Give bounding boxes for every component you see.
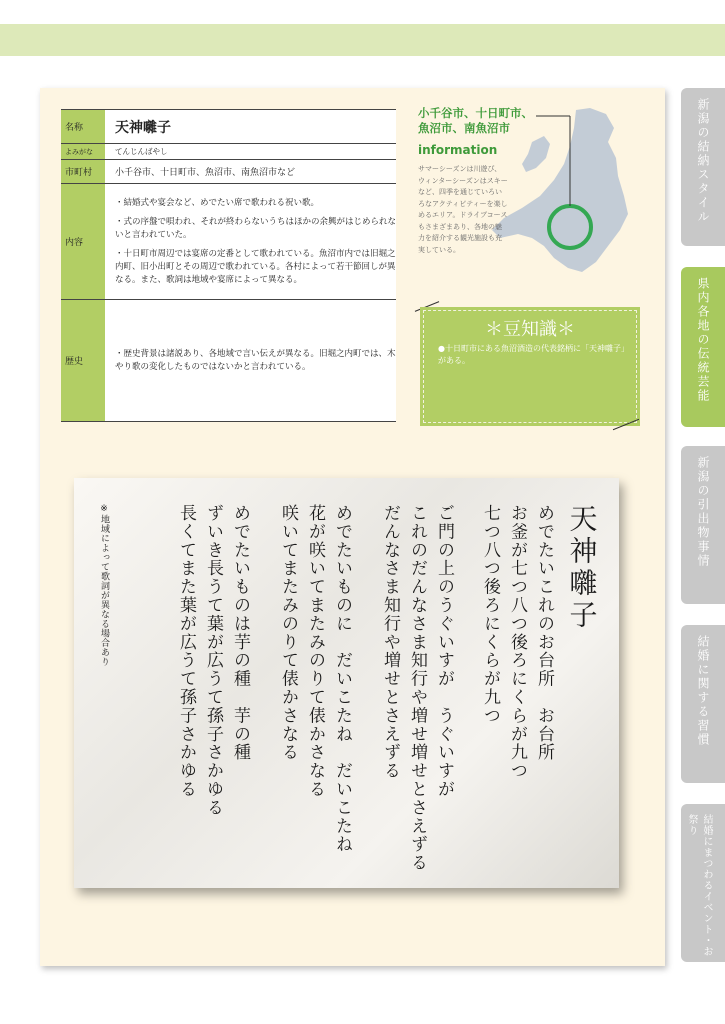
lyrics-paper [74,478,619,888]
lyrics-title: 天神囃子 [565,504,599,632]
lyrics-line: お釜が七つ八つ後ろにくらが九つ [507,504,527,780]
tab-label: 県内各地の伝統芸能 [696,277,710,403]
information-text: サマーシーズンは川遊び、ウィンターシーズンはスキーなど、四季を通じていろいろなアクティビティーを楽しめるエリア。ドライブコースもさまざまあり、各地の魅力を紹介する観光施設も充実している。 [418,165,508,254]
history-bullet: ・歴史背景は諸説あり、各地域で言い伝えが異なる。旧堀之内町では、木やり歌の変化したものではないかと言われている。 [115,348,396,372]
lyrics-note: ※地域によって歌詞が異なる場合あり [99,504,109,667]
tab-label: 新潟の引出物事情 [696,456,710,568]
row-value-history [105,300,396,422]
lyrics-line: 七つ八つ後ろにくらが九つ [480,504,500,725]
content-bullet: ・結婚式や宴会など、めでたい席で歌われる祝い歌。 [115,197,320,208]
lyrics-line: めでたいものは芋の種 芋の種 [230,504,250,762]
information-panel [418,106,648,276]
row-label-reading: よみがな [61,144,105,160]
lyrics-line: 長くてまた葉が広うて孫子さかゆる [176,504,196,799]
tab-wedding-gifts[interactable] [681,446,725,604]
tab-engagement[interactable] [681,88,725,246]
tab-traditional-arts[interactable] [681,267,725,427]
row-label-history: 歴史 [61,300,105,422]
tab-customs[interactable] [681,625,725,783]
lyrics-line: めでたいものに だいこたね だいこたね [332,504,352,854]
tab-events[interactable] [681,804,725,962]
tab-label: 結婚に関する習慣 [696,635,710,747]
information-heading: information [418,143,498,157]
row-value-municipality: 小千谷市、十日町市、魚沼市、南魚沼市など [105,160,396,184]
trivia-title: ＊豆知識＊ [485,319,575,340]
cities-line: 小千谷市、十日町市、 [418,106,533,120]
cities-line: 魚沼市、南魚沼市 [418,121,510,135]
tab-label: 新潟の結納スタイル [696,98,710,224]
trivia-box [420,307,640,426]
trivia-text: ●十日町市にある魚沼酒造の代表銘柄に「天神囃子」がある。 [438,344,629,365]
lyrics-line: 花が咲いてまたみのりて俵かさなる [305,504,325,799]
lyrics-line: ずいき長うて葉が広うて孫子さかゆる [203,504,223,817]
row-value-content [105,184,396,300]
tab-label: 結婚にまつわるイベント・お祭り [686,814,712,957]
row-value-name: 天神囃子 [105,110,396,144]
row-label-municipality: 市町村 [61,160,105,184]
lyrics-line: これのだんなさま知行や増せ増せとさえずる [407,504,427,872]
row-value-reading: てんじんばやし [105,144,396,160]
lyrics-line: ご門の上のうぐいすが うぐいすが [434,504,454,799]
lyrics-line: だんなさま知行や増せとさえずる [380,504,400,780]
info-table [61,109,396,422]
lyrics-line: 咲いてまたみのりて俵かさなる [278,504,298,762]
lyrics-line: めでたいこれのお台所 お台所 [534,504,554,762]
row-label-name: 名称 [61,110,105,144]
content-bullet: ・十日町市周辺では宴席の定番として歌われている。魚沼市内では旧堀之内町、旧小出町とその周辺で歌われている。各村によって若干節回しが異なる。また、歌詞は地域や宴席によって異なる。 [115,248,396,285]
row-label-content: 内容 [61,184,105,300]
area-cities [418,106,533,136]
lyrics-vertical-text [74,478,619,888]
header-band [0,24,725,56]
content-bullet: ・式の序盤で唄われ、それが終わらないうちはほかの余興がはじめられないと言われていた。 [115,216,397,240]
